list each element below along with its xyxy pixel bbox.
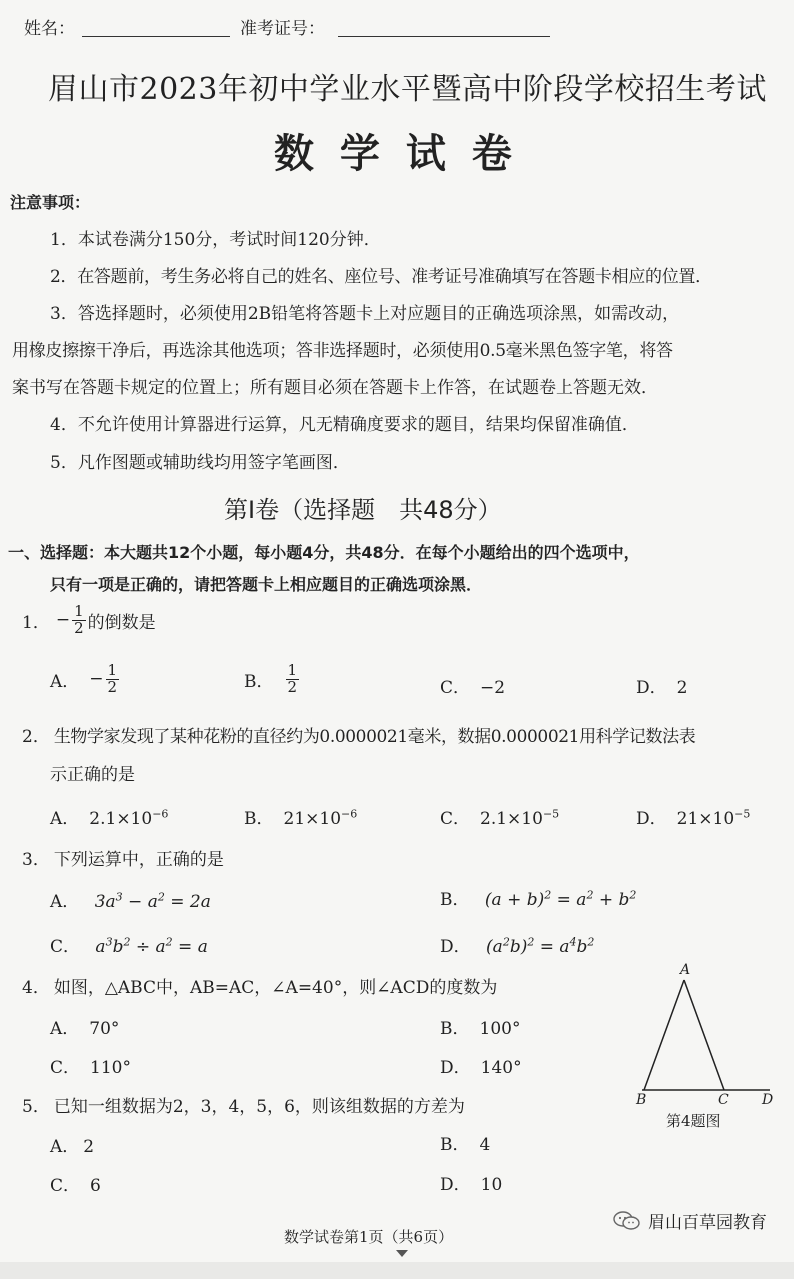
- side-ac: [684, 980, 724, 1090]
- paper-subtitle: 数 学 试 卷: [274, 131, 518, 177]
- wechat-icon: [612, 1209, 642, 1233]
- triangle-figure: [630, 962, 780, 1132]
- part1-instructions: 一、选择题：本大题共12个小题，每小题4分，共48分．在每个小题给出的四个选项中，: [8, 543, 640, 562]
- page-footer: 数学试卷第1页（共6页）: [284, 1228, 454, 1246]
- q4-option-b: B． 100°: [440, 1019, 521, 1039]
- q5-option-d: D． 10: [440, 1175, 503, 1195]
- question-text: 下列运算中，正确的是: [53, 850, 224, 870]
- question-4: [22, 973, 497, 998]
- exam-title: 眉山市2023年初中学业水平暨高中阶段学校招生考试: [48, 72, 767, 107]
- vertex-label-d: D: [762, 1092, 774, 1108]
- section-title: 第Ⅰ卷（选择题 共48分）: [224, 496, 502, 524]
- vertex-label-b: B: [636, 1092, 647, 1108]
- notice-item: 1．本试卷满分150分，考试时间120分钟．: [50, 230, 381, 250]
- question-3: [22, 845, 224, 870]
- name-field-label: 姓名：: [24, 19, 75, 39]
- question-number: 3．: [22, 850, 50, 870]
- side-ab: [644, 980, 684, 1090]
- q2-option-c: C． $2.1\times 10^{-5}$: [440, 807, 560, 829]
- q1-option-c: C． −2: [440, 678, 506, 698]
- q3-option-a: A． $3a^3 - a^2 = 2a$: [50, 890, 211, 912]
- fraction: $\frac{1}{2}$: [74, 602, 84, 637]
- question-5: [22, 1092, 465, 1117]
- q2-option-d: D． $21\times 10^{-5}$: [636, 807, 751, 829]
- notice-item: 4．不允许使用计算器进行运算，凡无精确度要求的题目，结果均保留准确值．: [50, 415, 639, 435]
- name-field-line: [82, 14, 230, 37]
- q1-option-b: B． $\frac{1}{2}$: [244, 661, 298, 696]
- notice-item: 用橡皮擦擦干净后，再选涂其他选项；答非选择题时，必须使用0.5毫米黑色签字笔，将答: [12, 341, 673, 361]
- math-expression: $(a^2b)^2 = a^4b^2$: [486, 935, 595, 957]
- q2-option-b: B． $21\times 10^{-6}$: [244, 807, 358, 829]
- viewer-bottom-bar: [0, 1262, 794, 1279]
- vertex-label-c: C: [718, 1092, 729, 1108]
- q3-option-b: B． $(a + b)^2 = a^2 + b^2$: [440, 888, 637, 910]
- question-2-continued: 示正确的是: [50, 765, 135, 785]
- notice-item: 案书写在答题卡规定的位置上；所有题目必须在答题卡上作答，在试题卷上答题无效．: [12, 378, 658, 398]
- q1-option-d: D． 2: [636, 678, 688, 698]
- question-number: 4．: [22, 978, 50, 998]
- q5-option-c: C． 6: [50, 1176, 101, 1196]
- question-number: 5．: [22, 1097, 50, 1117]
- chevron-down-icon[interactable]: [396, 1250, 408, 1257]
- watermark: 眉山百草园教育: [612, 1208, 767, 1233]
- question-text: 的倒数是: [87, 612, 156, 633]
- notice-item: 2．在答题前，考生务必将自己的姓名、座位号、准考证号准确填写在答题卡相应的位置．: [50, 267, 712, 287]
- question-2: [22, 722, 695, 747]
- notice-heading: 注意事项：: [10, 193, 91, 212]
- q3-option-d: D． $(a^2b)^2 = a^4b^2$: [440, 935, 595, 957]
- math-expression: $(a + b)^2 = a^2 + b^2$: [484, 888, 637, 910]
- question-text: 如图，△ABC中，AB=AC，∠A=40°，则∠ACD的度数为: [53, 978, 498, 998]
- q4-option-a: A． 70°: [50, 1019, 120, 1039]
- question-1: [22, 604, 156, 637]
- part1-instructions: 只有一项是正确的，请把答题卡上相应题目的正确选项涂黑．: [50, 575, 483, 594]
- exam-id-line: [338, 14, 550, 37]
- q1-option-a: A． − $\frac{1}{2}$: [50, 661, 118, 696]
- question-number: 2．: [22, 727, 50, 747]
- q5-option-b: B． 4: [440, 1135, 491, 1155]
- exam-id-label: 准考证号：: [240, 19, 325, 39]
- vertex-label-a: A: [680, 962, 691, 978]
- figure-caption: 第4题图: [666, 1112, 721, 1130]
- math-expression: $3a^3 - a^2 = 2a$: [94, 890, 211, 912]
- question-number: 1．: [22, 612, 50, 633]
- notice-item: 5．凡作图题或辅助线均用签字笔画图．: [50, 453, 350, 473]
- q3-option-c: C． $a^3b^2 \div a^2 = a$: [50, 935, 208, 957]
- q2-option-a: A． $2.1\times 10^{-6}$: [50, 807, 169, 829]
- q5-option-a: A． 2: [50, 1137, 95, 1157]
- minus-sign: −: [55, 610, 71, 631]
- q4-option-c: C． 110°: [50, 1058, 131, 1078]
- math-expression: $a^3b^2 \div a^2 = a$: [95, 935, 208, 957]
- question-text: 生物学家发现了某种花粉的直径约为0.0000021毫米，数据0.0000021用科学记数法表: [53, 727, 696, 747]
- q4-option-d: D． 140°: [440, 1058, 522, 1078]
- question-text: 已知一组数据为2，3，4，5，6，则该组数据的方差为: [53, 1097, 465, 1117]
- notice-item: 3．答选择题时，必须使用2B铅笔将答题卡上对应题目的正确选项涂黑，如需改动，: [50, 304, 680, 324]
